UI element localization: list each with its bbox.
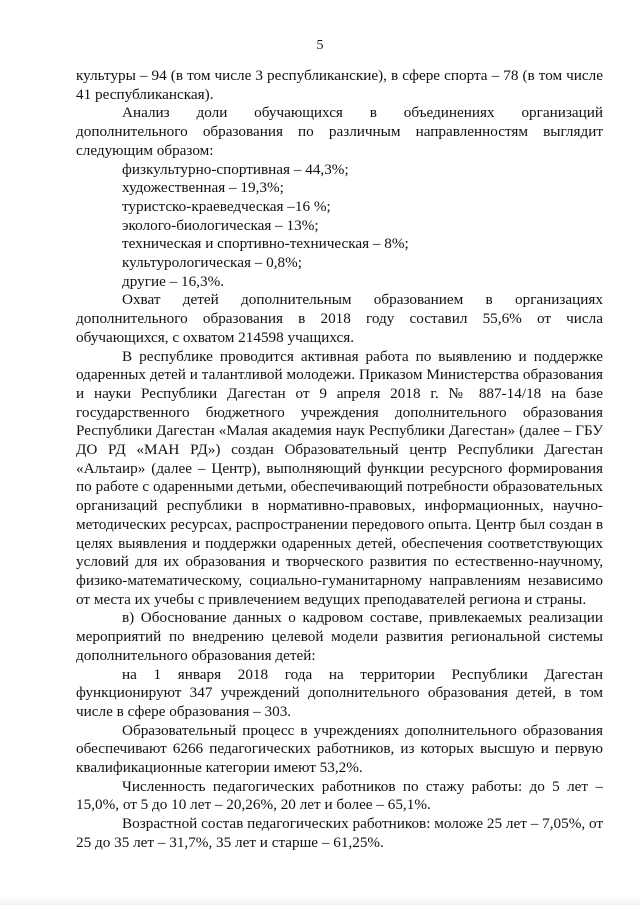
list-item: туристско-краеведческая –16 %;	[122, 197, 331, 215]
document-body	[76, 67, 603, 853]
list-item: техническая и спортивно-техническая – 8%;	[122, 235, 409, 253]
paragraph-gifted-children: В республике проводится активная работа по выявлению и поддержке одаренных детей и талантливой молодежи. Приказом Министерства образования и науки Республики Дагестан от 9 апреля 2018 г. № 887-14/18 на базе государственного бюджетного учреждения дополнительного образования Республики Дагестан «Малая академия наук Республики Дагестан» (далее – ГБУ ДО РД «МАН РД») создан Образовательный центр Республики Дагестан «Альтаир» (далее – Центр), выполняющий функции ресурсного формирования по работе с одаренными детьми, обеспечивающий потребности образовательных организаций республики в нормативно-правовых, информационных, научно-методических ресурсах, распространении передового опыта. Центр был создан в целях выявления и поддержки одаренных детей, обеспечения соответствующих условий для их образования и творческого развития по естественно-научному, физико-математическому, социально-гуманитарному направлениям независимо от места их учебы с привлечением ведущих преподавателей региона и страны.	[76, 347, 603, 608]
paragraph-age-structure: Возрастной состав педагогических работников: моложе 25 лет – 7,05%, от 25 до 35 лет – 31,7%, 35 лет и старше – 61,25%.	[76, 815, 603, 851]
paragraph-teaching-staff: Образовательный процесс в учреждениях дополнительного образования обеспечивают 6266 педагогических работников, из которых высшую и первую квалификационные категории имеют 53,2%.	[76, 721, 603, 777]
paragraph-culture-sport: культуры – 94 (в том числе 3 республиканские), в сфере спорта – 78 (в том числе 41 республиканская).	[76, 67, 603, 103]
paragraph-institutions-count: на 1 января 2018 года на территории Республики Дагестан функционируют 347 учреждений дополнительного образования детей, в том числе в сфере образования – 303.	[76, 665, 603, 720]
paragraph-coverage: Охват детей дополнительным образованием в организациях дополнительного образования в 2018 году составил 55,6% от числа обучающихся, с охватом 214598 учащихся.	[76, 291, 603, 346]
page-number: 5	[316, 38, 324, 53]
paragraph-experience: Численность педагогических работников по стажу работы: до 5 лет – 15,0%, от 5 до 10 лет – 20,26%, 20 лет и более – 65,1%.	[76, 777, 603, 814]
list-item: другие – 16,3%.	[122, 272, 225, 290]
paragraph-analysis-intro: Анализ доли обучающихся в объединениях организаций дополнительного образования по различным направленностям выглядит следующим образом:	[76, 104, 603, 159]
list-item: эколого-биологическая – 13%;	[122, 216, 319, 234]
list-item: физкультурно-спортивная – 44,3%;	[122, 160, 349, 178]
list-item: художественная – 19,3%;	[122, 179, 284, 197]
page-bottom-edge	[0, 895, 640, 905]
paragraph-staff-justification: в) Обоснование данных о кадровом составе, привлекаемых реализации мероприятий по внедрению целевой модели развития региональной системы дополнительного образования детей:	[76, 609, 603, 664]
direction-share-list	[76, 161, 603, 292]
list-item: культурологическая – 0,8%;	[122, 254, 302, 272]
